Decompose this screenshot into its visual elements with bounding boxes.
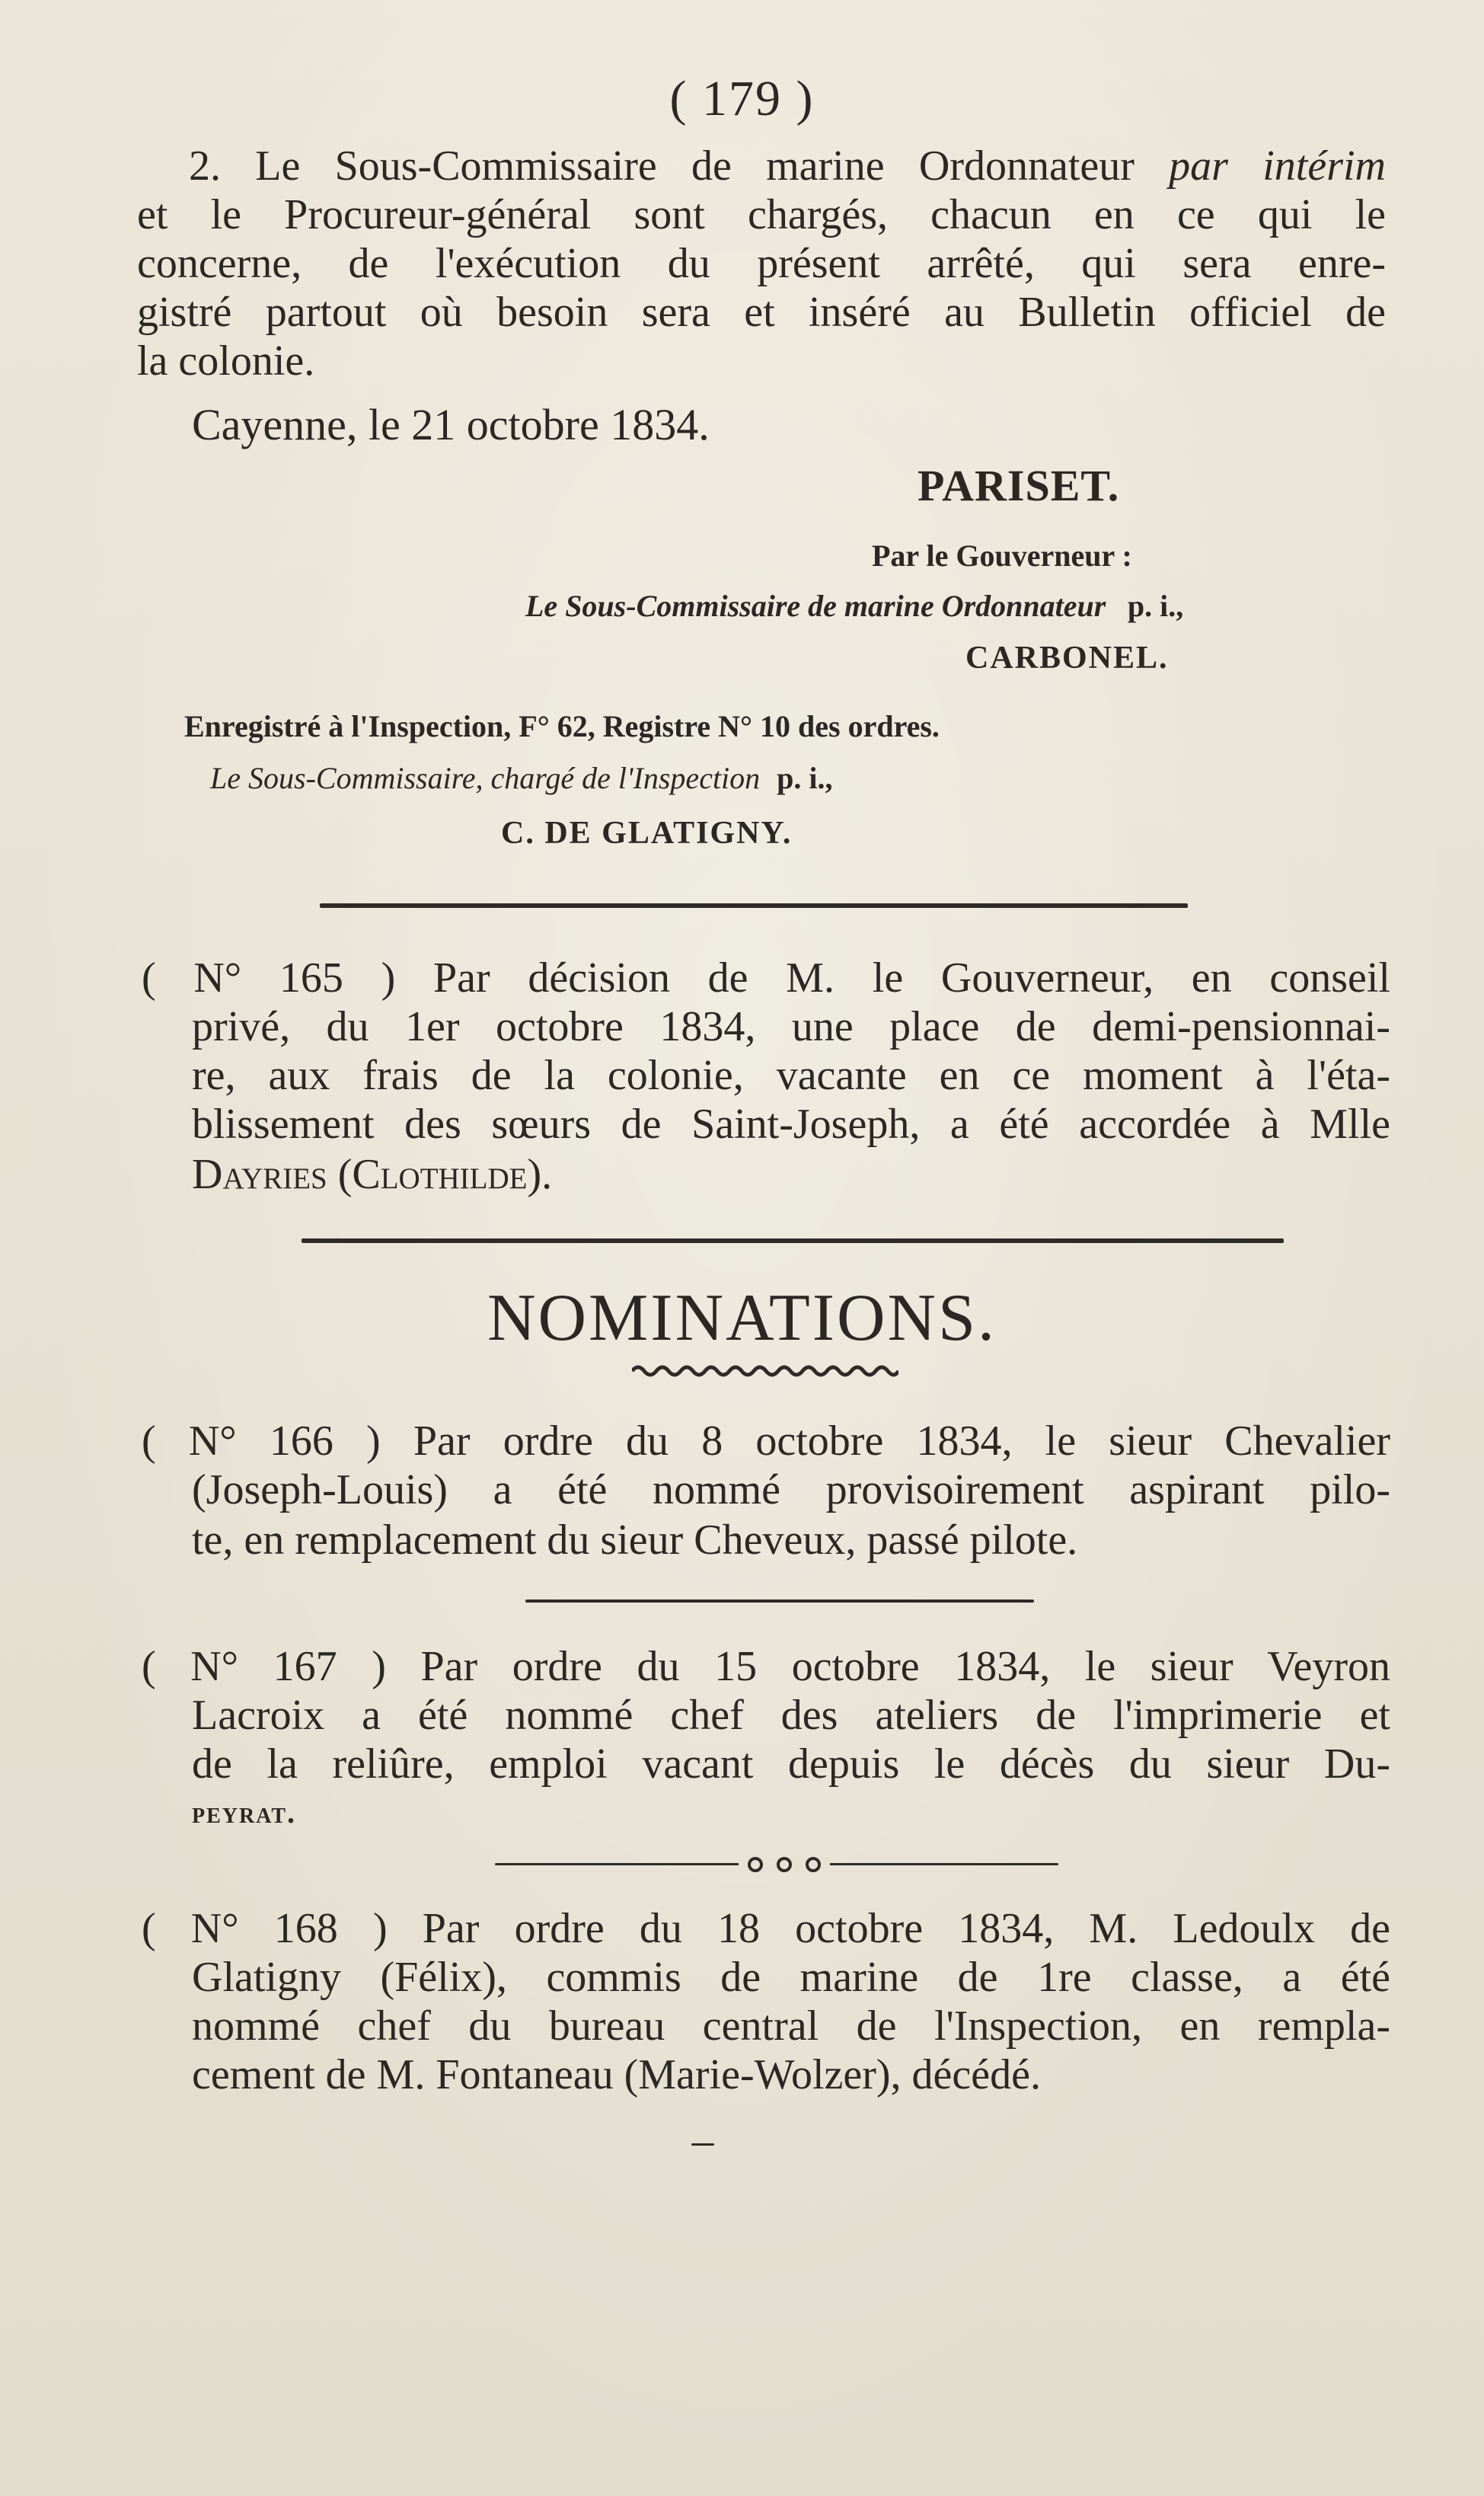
nomination-167-line-4: peyrat. <box>192 1795 297 1830</box>
article-2-line-4: gistré partout où besoin sera et inséré au Bulletin officiel de <box>137 289 1386 336</box>
article-2-line-1 <box>189 142 1386 190</box>
dot-ornament <box>739 1857 830 1872</box>
divider-rule <box>302 1238 1284 1243</box>
nomination-167-line-1: ( N° 167 ) Par ordre du 15 octobre 1834, le sieur Veyron <box>142 1643 1390 1690</box>
ordonnateur-name: CARBONEL. <box>965 641 1169 676</box>
article-2-line-5: la colonie. <box>137 337 315 385</box>
date-line: Cayenne, le 21 octobre 1834. <box>192 400 710 449</box>
nomination-168-line-2: Glatigny (Félix), commis de marine de 1re classe, a été <box>192 1954 1390 2001</box>
nominations-heading: NOMINATIONS. <box>487 1281 997 1355</box>
ordonnateur-line <box>525 588 1183 625</box>
par-le-gouverneur: Par le Gouverneur : <box>872 539 1132 573</box>
inspector-title: Le Sous-Commissaire, chargé de l'Inspection <box>210 761 761 795</box>
inspector-name: C. DE GLATIGNY. <box>501 816 793 851</box>
article-2-italic: par intérim <box>1169 142 1386 190</box>
article-2-line-2: et le Procureur-général sont chargés, chacun en ce qui le <box>137 191 1386 238</box>
registration-line: Enregistré à l'Inspection, F° 62, Registre N° 10 des ordres. <box>184 709 940 743</box>
decision-165-line-1: ( N° 165 ) Par décision de M. le Gouverneur, en conseil <box>142 954 1390 1002</box>
nomination-166-line-1: ( N° 166 ) Par ordre du 8 octobre 1834, le sieur Chevalier <box>142 1417 1390 1465</box>
ordonnateur-title: Le Sous-Commissaire de marine Ordonnateur <box>525 589 1106 623</box>
nomination-168-line-4: cement de M. Fontaneau (Marie-Wolzer), décédé. <box>192 2051 1041 2098</box>
nomination-167-line-3: de la reliûre, emploi vacant depuis le décès du sieur Du- <box>192 1740 1390 1788</box>
wave-ornament <box>632 1362 898 1380</box>
end-mark <box>691 2143 714 2146</box>
article-2-line-1-text: 2. Le Sous-Commissaire de marine Ordonnateur <box>189 142 1170 190</box>
decision-165-line-2: privé, du 1er octobre 1834, une place de demi-pensionnai- <box>192 1003 1390 1050</box>
decision-165-line-5: Dayries (Clothilde). <box>192 1151 553 1198</box>
signatory-name: PARISET. <box>918 461 1120 510</box>
nomination-168-line-3: nommé chef du bureau central de l'Inspection, en rempla- <box>192 2002 1390 2050</box>
page-number: ( 179 ) <box>669 71 815 126</box>
article-2-line-3: concerne, de l'exécution du présent arrêté, qui sera enre- <box>137 240 1386 287</box>
inspector-suffix: p. i., <box>777 761 833 795</box>
nomination-166-line-2: (Joseph-Louis) a été nommé provisoirement aspirant pilo- <box>192 1466 1390 1513</box>
divider-rule <box>320 903 1188 908</box>
inspector-line <box>210 760 833 796</box>
decision-165-line-4: blissement des sœurs de Saint-Joseph, a été accordée à Mlle <box>192 1101 1390 1148</box>
divider-rule <box>525 1600 1034 1603</box>
nomination-167-line-2: Lacroix a été nommé chef des ateliers de l'imprimerie et <box>192 1692 1390 1739</box>
nomination-166-line-3: te, en remplacement du sieur Cheveux, passé pilote. <box>192 1516 1078 1564</box>
nomination-168-line-1: ( N° 168 ) Par ordre du 18 octobre 1834, M. Ledoulx de <box>142 1905 1390 1952</box>
ordonnateur-suffix: p. i., <box>1127 589 1184 623</box>
decision-165-line-3: re, aux frais de la colonie, vacante en ce moment à l'éta- <box>192 1052 1390 1099</box>
